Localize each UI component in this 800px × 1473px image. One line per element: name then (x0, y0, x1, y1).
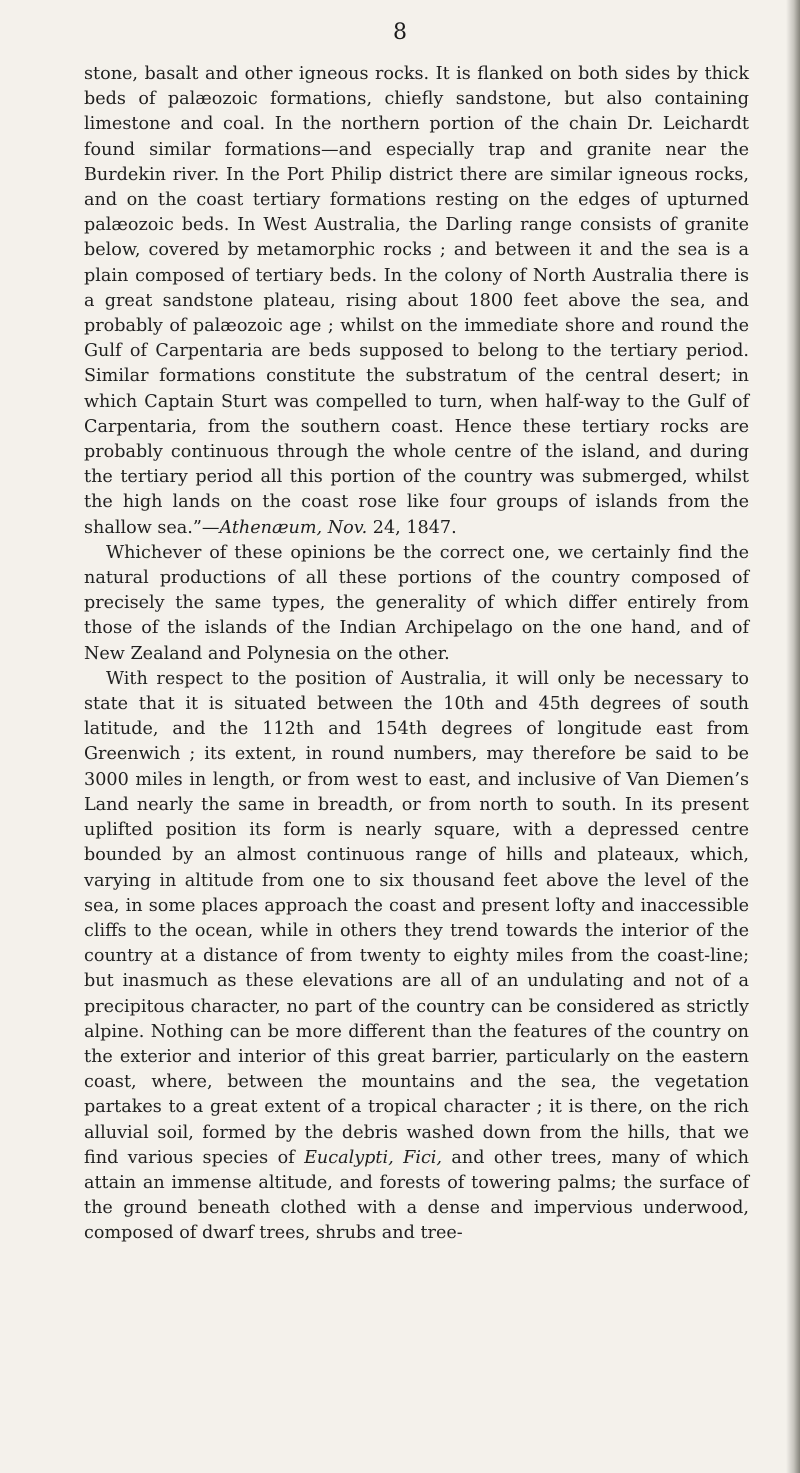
text-run: With respect to the position of Australia, it will only be necessary to state that it is situated between the 10th and 45th degrees of south latitude, and the 112th and 154th degrees of longitude east from Greenwich ; its extent, in round numbers, may therefore be said to be 3000 miles in length, or from west to east, and inclusive of Van Diemen’s Land nearly the same in breadth, or from north to south. In its present uplifted position its form is nearly square, with a depressed centre bounded by an almost continuous range of hills and plateaux, which, varying in altitude from one to six thousand feet above the level of the sea, in some places approach the coast and present lofty and inaccessible cliffs to the ocean, while in others they trend towards the interior of the country at a distance of from twenty to eighty miles from the coast-line; but inasmuch as these elevations are all of an undulating and not of a precipitous character, no part of the country can be considered as strictly alpine. Nothing can be more different than the features of the country on the exterior and interior of this great barrier, particularly on the eastern coast, where, between the mountains and the sea, the vegetation partakes to a great extent of a tropical character ; it is there, on the rich alluvial soil, formed by the debris washed down from the hills, that we find various species of (84, 668, 749, 1168)
page-edge-shadow (786, 0, 800, 1473)
paragraph-1 (84, 62, 749, 541)
paragraph-2 (84, 541, 749, 667)
text-run-italic: Eucalypti, Fici, (304, 1147, 443, 1168)
body-text (84, 62, 749, 1247)
text-run: 24, 1847. (367, 517, 457, 538)
text-run-italic: Athenæum, Nov. (219, 517, 368, 538)
paragraph-3 (84, 667, 749, 1247)
text-run: Whichever of these opinions be the correct one, we certainly find the natural productions of all these portions of the country composed of precisely the same types, the generality of which differ entirely from those of the islands of the Indian Archipelago on the one hand, and of New Zealand and Polynesia on the other. (84, 542, 749, 664)
page-number: 8 (393, 20, 407, 45)
text-run: and other trees, many of which attain an immense altitude, and forests of towering palms; the surface of the ground beneath clothed with a dense and impervious underwood, composed of dwarf trees, shrubs and tree- (84, 1147, 749, 1244)
text-run: stone, basalt and other igneous rocks. It is flanked on both sides by thick beds of palæozoic formations, chiefly sandstone, but also containing limestone and coal. In the northern portion of the chain Dr. Leichardt found similar formations—and especially trap and granite near the Burdekin river. In the Port Philip district there are similar igneous rocks, and on the coast tertiary formations resting on the edges of upturned palæozoic beds. In West Australia, the Darling range consists of granite below, covered by metamorphic rocks ; and between it and the sea is a plain composed of tertiary beds. In the colony of North Australia there is a great sandstone plateau, rising about 1800 feet above the sea, and probably of palæozoic age ; whilst on the immediate shore and round the Gulf of Carpentaria are beds supposed to belong to the tertiary period. Similar formations constitute the substratum of the central desert; in which Captain Sturt was compelled to turn, when half-way to the Gulf of Carpentaria, from the southern coast. Hence these tertiary rocks are probably continuous through the whole centre of the island, and during the tertiary period all this portion of the country was submerged, whilst the high lands on the coast rose like four groups of islands from the shallow sea.”— (84, 64, 749, 538)
